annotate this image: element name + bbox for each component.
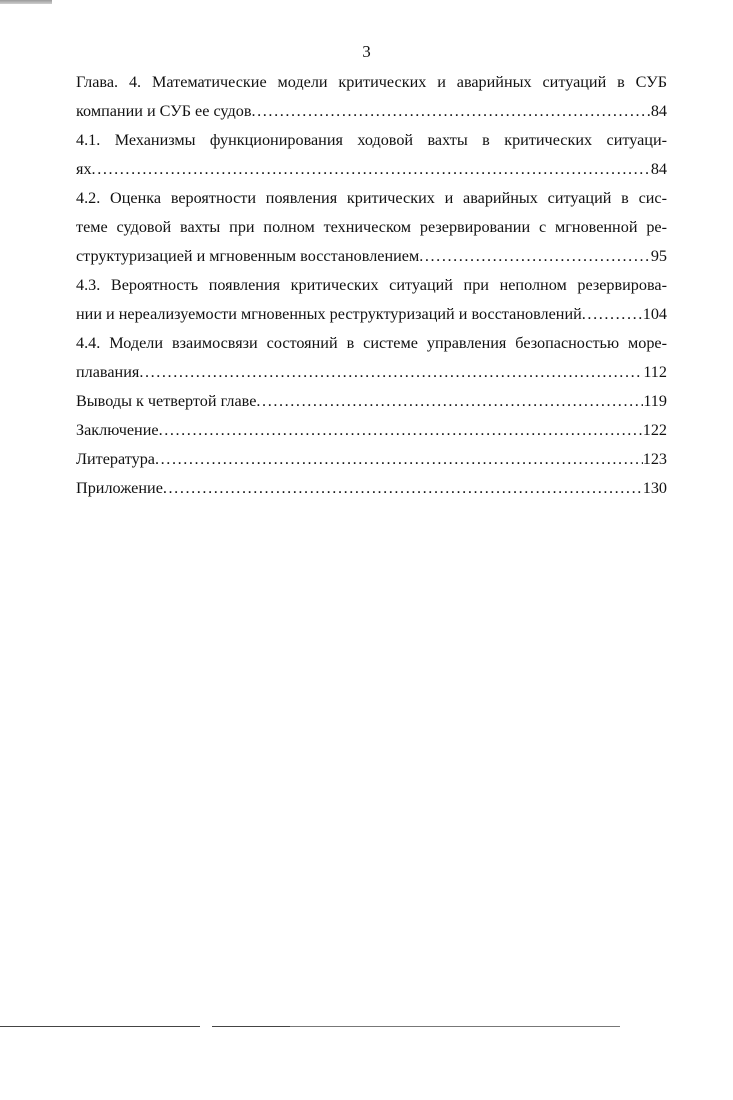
- scan-edge-mark: [0, 0, 52, 4]
- scan-line: [0, 1026, 200, 1027]
- scan-line: [212, 1026, 290, 1027]
- toc-page-number: 95: [650, 247, 667, 265]
- toc-entry-title: Литература: [76, 450, 155, 468]
- scan-border-lines: [0, 1024, 733, 1030]
- dot-leader: [256, 387, 643, 416]
- table-of-contents: [76, 68, 667, 503]
- toc-page-number: 123: [642, 450, 667, 468]
- toc-page-number: 112: [643, 363, 667, 381]
- page-number: 3: [362, 42, 371, 61]
- toc-entry-chapter4-line2: [76, 97, 667, 126]
- toc-entry-4-2-line2: теме судовой вахты при полном техническом резервировании с мгновенной ре-: [76, 218, 667, 236]
- toc-entry-4-1-line1: 4.1. Механизмы функционирования ходовой вахты в критических ситуаци-: [76, 131, 667, 149]
- dot-leader: [251, 97, 650, 126]
- toc-page-number: 104: [642, 305, 667, 323]
- toc-entry-4-4-text: плавания: [76, 363, 140, 381]
- toc-page-number: 119: [643, 392, 667, 410]
- toc-entry-4-4-line2: [76, 358, 667, 387]
- toc-entry-conclusions-chapter4: [76, 387, 667, 416]
- toc-entry-4-2-line1: 4.2. Оценка вероятности появления критических и аварийных ситуаций в сис-: [76, 189, 667, 207]
- dot-leader: [159, 416, 643, 445]
- toc-entry-4-3-text: нии и нереализуемости мгновенных реструктуризаций и восстановлений: [76, 305, 582, 323]
- toc-entry-4-2-text: структуризацией и мгновенным восстановлением: [76, 247, 420, 265]
- toc-entry-chapter4-text: компании и СУБ ее судов: [76, 102, 252, 120]
- toc-entry-4-1-text: ях: [76, 160, 92, 178]
- toc-entry-4-2-line3: [76, 242, 667, 271]
- toc-page-number: 130: [642, 479, 667, 497]
- toc-entry-4-1-line2: [76, 155, 667, 184]
- dot-leader: [163, 474, 643, 503]
- dot-leader: [155, 445, 643, 474]
- toc-entry-title: Выводы к четвертой главе: [76, 392, 257, 410]
- toc-entry-4-3-line2: [76, 300, 667, 329]
- toc-entry-title: Заключение: [76, 421, 159, 439]
- toc-entry-4-3-line1: 4.3. Вероятность появления критических ситуаций при неполном резервирова-: [76, 276, 667, 294]
- toc-entry-literature: [76, 445, 667, 474]
- dot-leader: [582, 300, 643, 329]
- toc-entry-conclusion: [76, 416, 667, 445]
- scan-line: [290, 1026, 620, 1027]
- toc-entry-4-4-line1: 4.4. Модели взаимосвязи состояний в системе управления безопасностью море-: [76, 334, 667, 352]
- toc-entry-appendix: [76, 474, 667, 503]
- dot-leader: [92, 155, 651, 184]
- toc-entry-title: Приложение: [76, 479, 163, 497]
- toc-page-number: 122: [642, 421, 667, 439]
- dot-leader: [139, 358, 643, 387]
- toc-entry-chapter4-line1: Глава. 4. Математические модели критических и аварийных ситуаций в СУБ: [76, 73, 667, 91]
- toc-page-number: 84: [650, 160, 667, 178]
- toc-page-number: 84: [650, 102, 667, 120]
- dot-leader: [419, 242, 651, 271]
